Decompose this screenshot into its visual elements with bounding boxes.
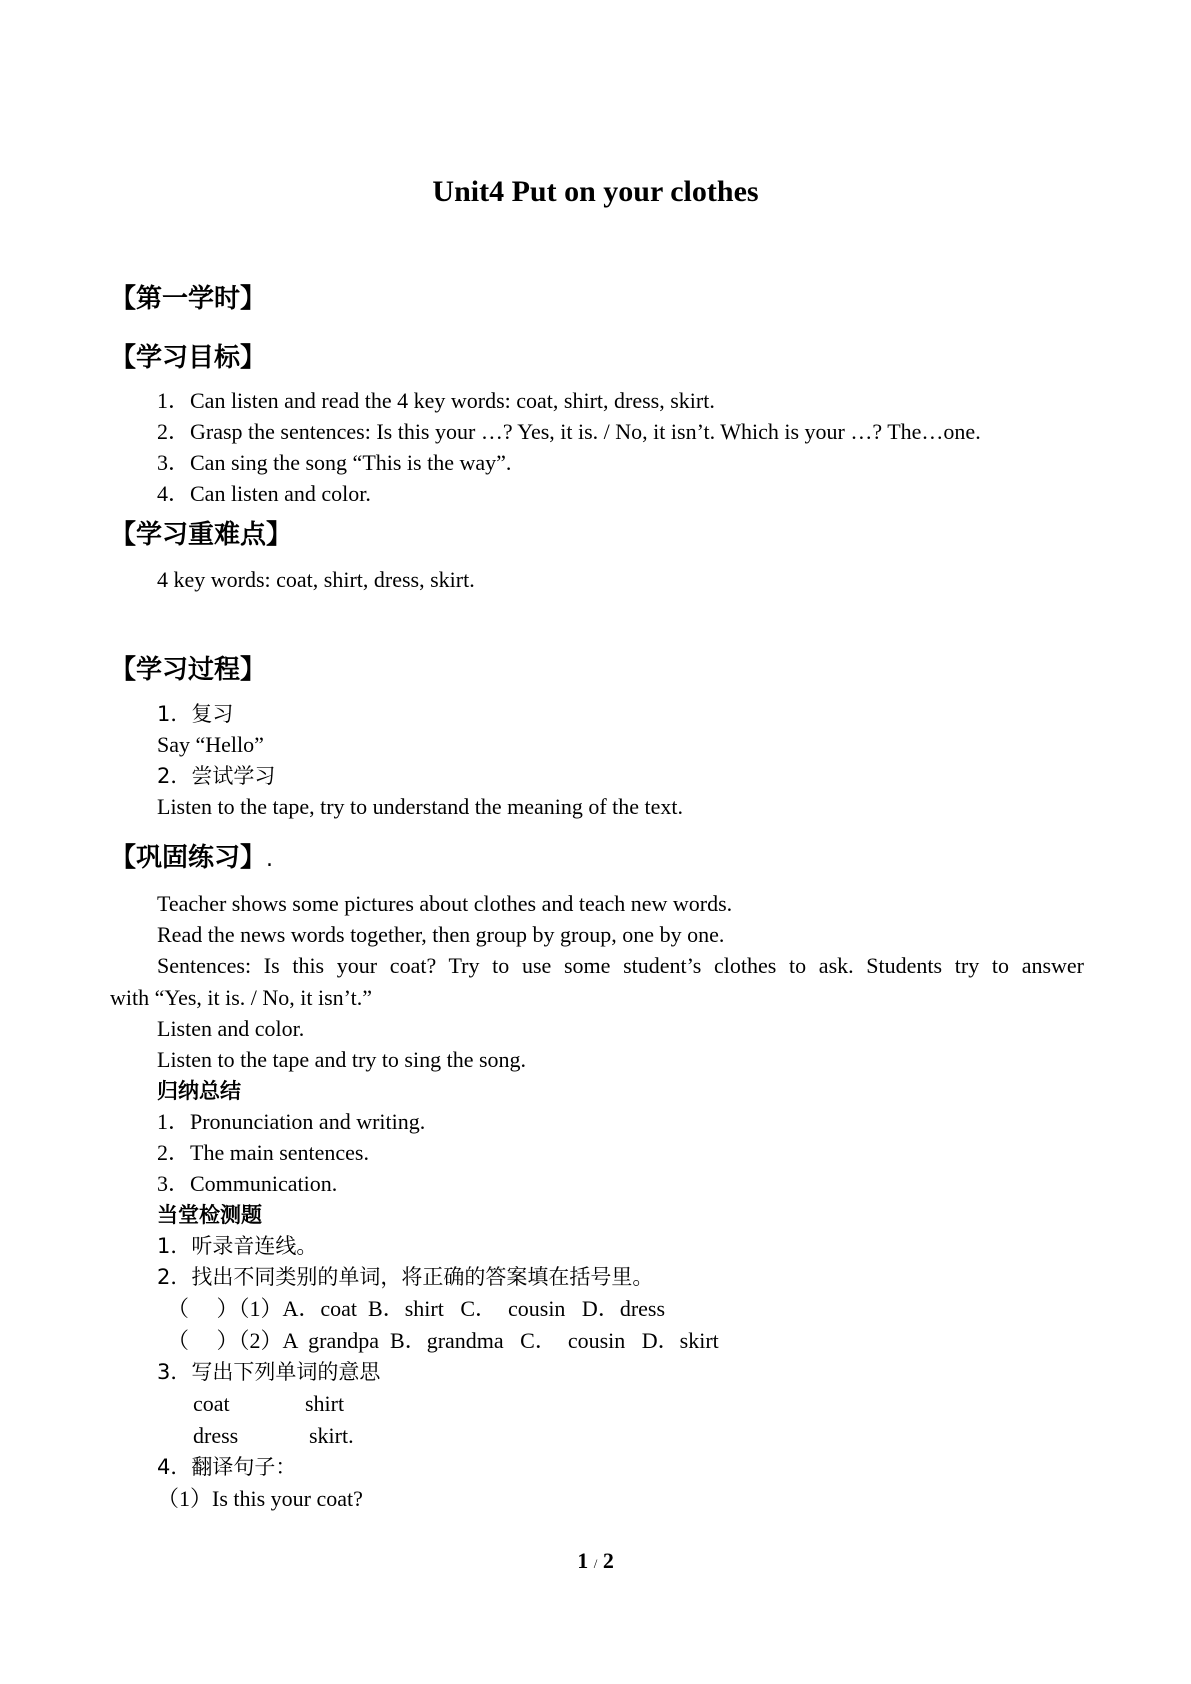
test-heading: 当堂检测题 [157, 1203, 262, 1227]
practice-paragraph-line: Sentences: Is this your coat? Try to use some student’s clothes to ask. Students try to answer [157, 953, 1084, 978]
test-subquestion: （1）Is this your coat? [157, 1486, 363, 1511]
page-title: Unit4 Put on your clothes [432, 175, 759, 208]
practice-item: Read the news words together, then group by group, one by one. [157, 922, 725, 947]
page-current: 1 [577, 1548, 589, 1573]
practice-heading-text: 【巩固练习】 [110, 843, 267, 873]
word-row [193, 1389, 344, 1419]
summary-item: 1．Pronunciation and writing. [157, 1109, 426, 1134]
practice-item: Listen to the tape and try to sing the song. [157, 1047, 527, 1072]
process-heading: 【学习过程】 [110, 655, 267, 685]
summary-item: 3．Communication. [157, 1171, 338, 1196]
word: shirt [305, 1391, 345, 1416]
test-question: 1．听录音连线。 [157, 1234, 318, 1258]
word: coat [193, 1391, 230, 1416]
process-item: 2．尝试学习 [157, 764, 276, 788]
process-item: Say “Hello” [157, 732, 264, 757]
page-total: 2 [602, 1548, 614, 1573]
practice-item: Teacher shows some pictures about clothes and teach new words. [157, 891, 733, 916]
goals-heading: 【学习目标】 [110, 343, 267, 373]
word: dress [193, 1423, 239, 1448]
practice-heading [110, 841, 273, 877]
goal-item: 1．Can listen and read the 4 key words: coat, shirt, dress, skirt. [157, 388, 715, 413]
summary-heading: 归纳总结 [157, 1079, 241, 1103]
key-text: 4 key words: coat, shirt, dress, skirt. [157, 567, 475, 592]
word-row [193, 1421, 354, 1451]
word: skirt. [309, 1423, 354, 1448]
practice-paragraph [110, 950, 1084, 1014]
practice-item: Listen and color. [157, 1016, 305, 1041]
test-choice: （ ）（1）A．coat B．shirt C． cousin D．dress [167, 1296, 666, 1321]
test-choice: （ ）（2）A grandpa B．grandma C． cousin D．skirt [167, 1328, 719, 1353]
key-heading: 【学习重难点】 [110, 520, 293, 550]
summary-item: 2．The main sentences. [157, 1140, 369, 1165]
test-question: 4．翻译句子： [157, 1455, 297, 1479]
page-number [0, 1546, 1191, 1579]
practice-heading-dot: . [266, 847, 274, 872]
goal-item: 3．Can sing the song “This is the way”. [157, 450, 512, 475]
test-question: 3．写出下列单词的意思 [157, 1360, 381, 1384]
page-separator: / [593, 1556, 598, 1571]
process-item: 1．复习 [157, 702, 234, 726]
goal-item: 4．Can listen and color. [157, 481, 371, 506]
lesson-heading: 【第一学时】 [110, 284, 267, 314]
process-item: Listen to the tape, try to understand the meaning of the text. [157, 794, 684, 819]
practice-paragraph-line: with “Yes, it is. / No, it isn’t.” [110, 985, 372, 1010]
test-question: 2．找出不同类别的单词，将正确的答案填在括号里。 [157, 1265, 654, 1289]
goal-item: 2．Grasp the sentences: Is this your …? Yes, it is. / No, it isn’t. Which is your …? The…one. [157, 419, 981, 444]
